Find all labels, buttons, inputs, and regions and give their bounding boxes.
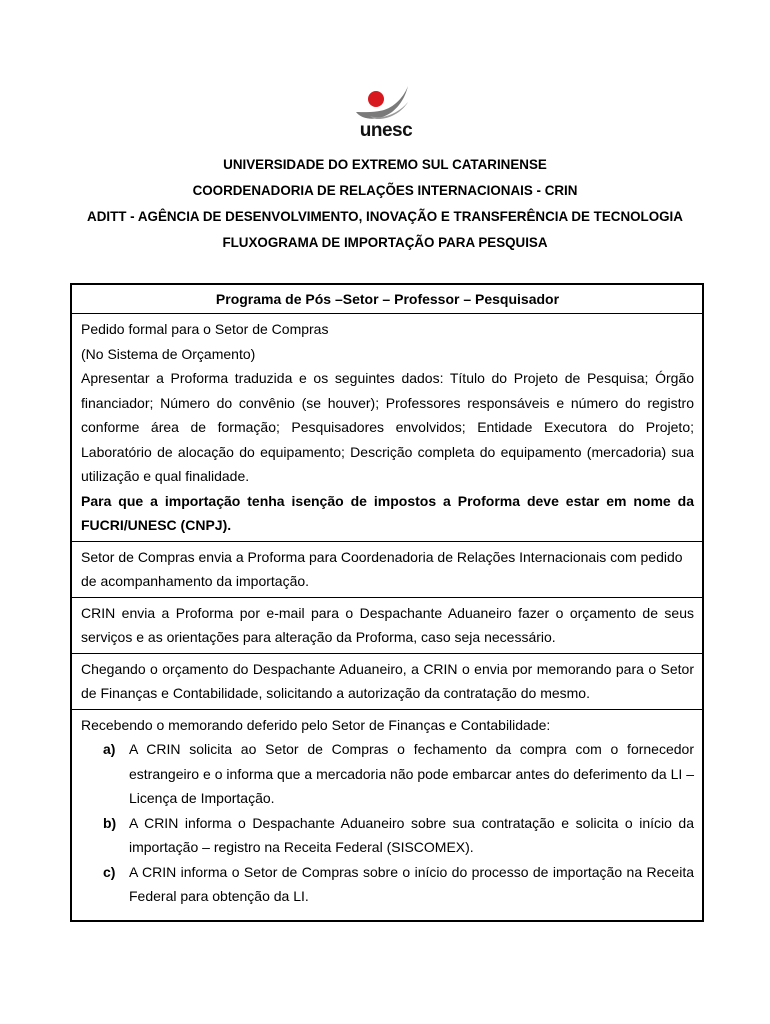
step-5-cell: [72, 709, 702, 920]
step-1-paragraph: Apresentar a Proforma traduzida e os seguintes dados: Título do Projeto de Pesquisa; Órgão financiador; Número do convênio (se houver); Professores responsáveis e número do registro conforme área de formação; Pesquisadores envolvidos; Entidade Executora do Projeto; Laboratório de alocação do equipamento; Descrição completa do equipamento (mercadoria) sua utilização e qual finalidade.: [81, 370, 694, 484]
list-text: A CRIN solicita ao Setor de Compras o fechamento da compra com o fornecedor estrangeiro e o informa que a mercadoria não pode embarcar antes do deferimento da LI – Licença de Importação.: [129, 741, 694, 806]
unesc-logo-mark-icon: [348, 82, 424, 122]
step-5-intro: Recebendo o memorando deferido pelo Setor de Finanças e Contabilidade:: [81, 716, 551, 733]
step-1-cell: [72, 313, 702, 541]
logo-red-dot: [368, 91, 384, 107]
university-name: UNIVERSIDADE DO EXTREMO SUL CATARINENSE: [223, 157, 547, 172]
step-4-cell: [72, 653, 702, 709]
logo-wordmark: unesc: [359, 120, 413, 141]
document-title: FLUXOGRAMA DE IMPORTAÇÃO PARA PESQUISA: [222, 235, 548, 250]
step-1-bold-note: Para que a importação tenha isenção de impostos a Proforma deve estar em nome da FUCRI/UNESC (CNPJ).: [81, 492, 694, 533]
agency-name: ADITT - AGÊNCIA DE DESENVOLVIMENTO, INOVAÇÃO E TRANSFERÊNCIA DE TECNOLOGIA: [87, 209, 683, 224]
step-2-cell: [72, 541, 702, 597]
step-3-text: CRIN envia a Proforma por e-mail para o Despachante Aduaneiro fazer o orçamento de seus serviços e as orientações para alteração da Proforma, caso seja necessário.: [81, 604, 694, 645]
list-marker: c): [103, 863, 116, 880]
list-item: [103, 811, 694, 860]
step-2-text: Setor de Compras envia a Proforma para Coordenadoria de Relações Internacionais com pedido de acompanhamento da importação.: [81, 548, 683, 589]
department-name: COORDENADORIA DE RELAÇÕES INTERNACIONAIS - CRIN: [192, 183, 578, 198]
flowchart-table: [70, 283, 704, 922]
document-header: [0, 152, 770, 256]
table-title: Programa de Pós –Setor – Professor – Pesquisador: [215, 291, 560, 307]
list-marker: b): [103, 814, 117, 831]
list-text: A CRIN informa o Setor de Compras sobre o início do processo de importação na Receita Federal para obtenção da LI.: [129, 863, 694, 904]
step-1-line1: Pedido formal para o Setor de Compras: [81, 321, 329, 337]
list-item: [103, 737, 694, 811]
list-text: A CRIN informa o Despachante Aduaneiro sobre sua contratação e solicita o início da importação – registro na Receita Federal (SISCOMEX).: [129, 814, 694, 855]
step-4-text: Chegando o orçamento do Despachante Aduaneiro, a CRIN o envia por memorando para o Setor de Finanças e Contabilidade, solicitando a autorização da contratação do mesmo.: [81, 660, 694, 701]
list-item: [103, 860, 694, 909]
step-1-line2: (No Sistema de Orçamento): [81, 345, 256, 362]
list-marker: a): [103, 741, 116, 757]
unesc-logo: [348, 82, 424, 146]
step-3-cell: [72, 597, 702, 653]
